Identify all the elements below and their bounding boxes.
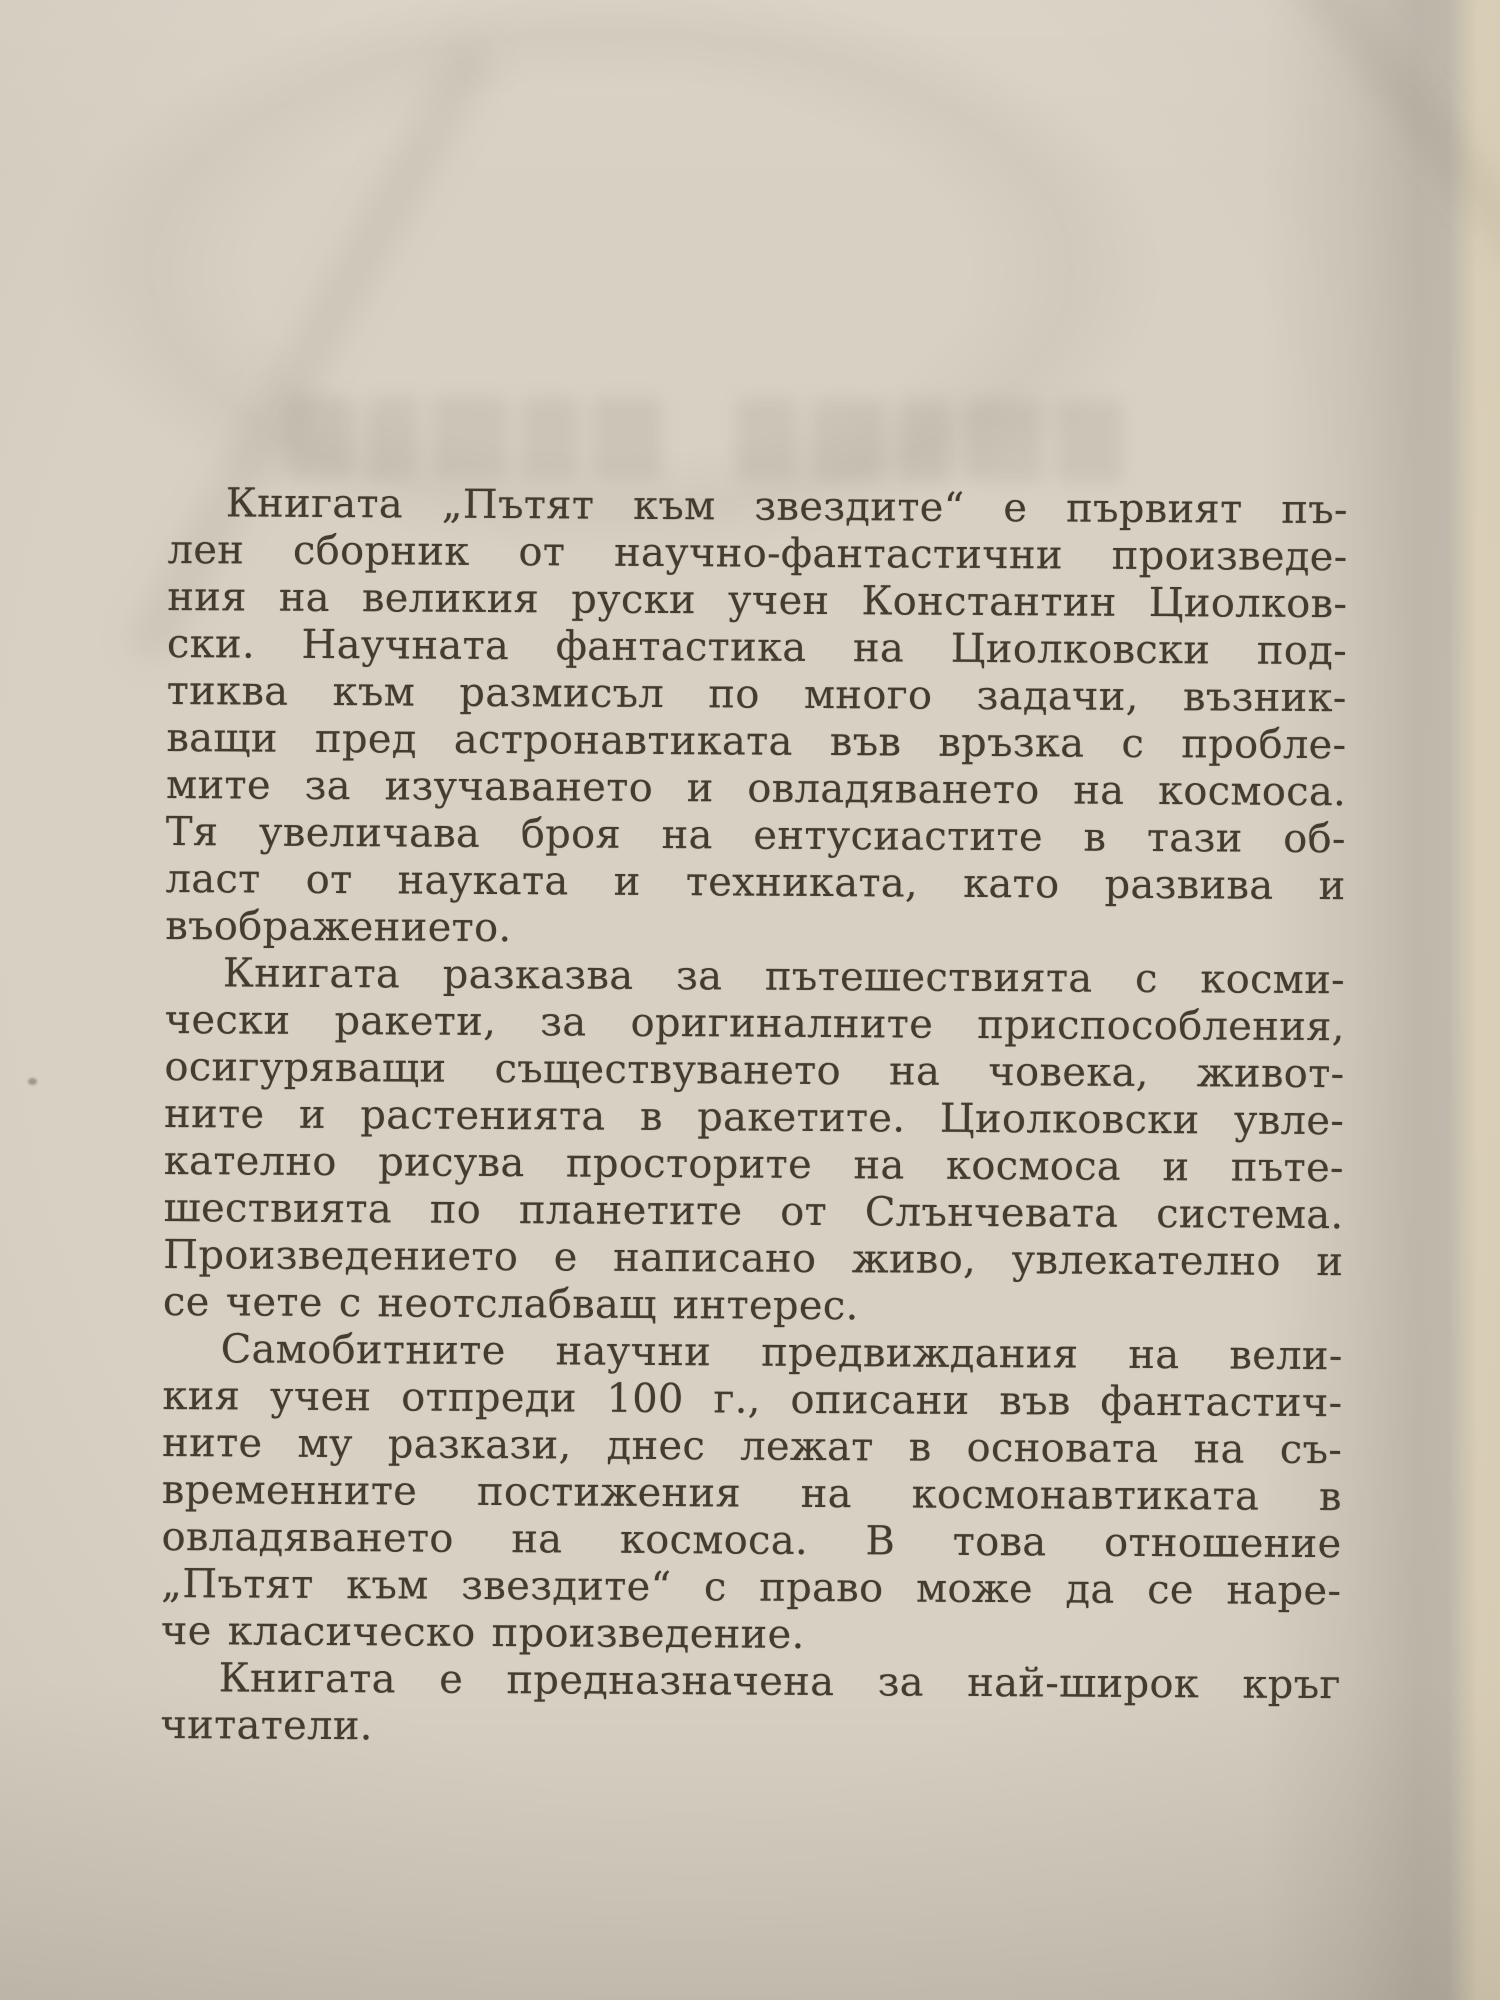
- text-line: тиква към размисъл по много задачи, възник-: [166, 667, 1347, 722]
- text-line: че класическо произведение.: [160, 1607, 805, 1658]
- text-line: Самобитните научни предвиждания на вели-: [220, 1326, 1343, 1380]
- text-line: читатели.: [160, 1701, 373, 1750]
- text-line: мите за изучаването и овладяването на космоса.: [165, 761, 1347, 816]
- text-line: ски. Научната фантастика на Циолковски под-: [166, 620, 1348, 675]
- paper-speck: [28, 1078, 37, 1085]
- text-line: Тя увеличава броя на ентусиастите в тази об-: [165, 808, 1346, 863]
- text-line: лен сборник от научно-фантастични произведе-: [167, 526, 1348, 581]
- paragraph: [163, 950, 1345, 1333]
- text-line: шествията по планетите от Слънчевата система.: [163, 1184, 1344, 1239]
- text-line: Книгата е предназначена за най-широк кръг: [218, 1655, 1341, 1709]
- text-line: Книгата „Пътят към звездите“ е първият пъ-: [225, 480, 1348, 534]
- paragraph: [165, 480, 1348, 957]
- text-line: „Пътят към звездите“ с право може да се наре-: [161, 1560, 1342, 1615]
- text-line: се чете с неотслабващ интерес.: [162, 1278, 859, 1330]
- page-text: [160, 480, 1348, 1756]
- text-line: кателно рисува просторите на космоса и пъте-: [163, 1137, 1344, 1192]
- text-line: ласт от науката и техниката, като развива и: [165, 855, 1346, 910]
- paper-crease-shadow-top-right: [1264, 0, 1500, 357]
- paragraph: [160, 1655, 1341, 1756]
- text-line: Произведението е написано живо, увлекателно и: [163, 1231, 1344, 1286]
- text-line: Книгата разказва за пътешествията с косми-: [222, 950, 1346, 1004]
- text-line: чески ракети, за оригиналните приспособления,: [164, 996, 1345, 1051]
- text-line: временните постижения на космонавтиката в: [161, 1466, 1342, 1521]
- paragraph: [161, 1326, 1343, 1662]
- text-line: кия учен отпреди 100 г., описани във фантастич-: [162, 1372, 1343, 1427]
- text-line: въображението.: [165, 902, 512, 952]
- text-line: овладяването на космоса. В това отношение: [161, 1513, 1342, 1568]
- text-line: ните и растенията в ракетите. Циолковски увле-: [163, 1090, 1345, 1145]
- showthrough-ghost-text: [286, 396, 1126, 482]
- text-line: осигуряващи съществуването на човека, живот-: [164, 1043, 1345, 1098]
- text-line: ните му разкази, днес лежат в основата на съ-: [161, 1419, 1343, 1474]
- text-line: ващи пред астронавтиката във връзка с пробле-: [166, 714, 1347, 769]
- text-line: ния на великия руски учен Константин Циолков-: [167, 573, 1348, 628]
